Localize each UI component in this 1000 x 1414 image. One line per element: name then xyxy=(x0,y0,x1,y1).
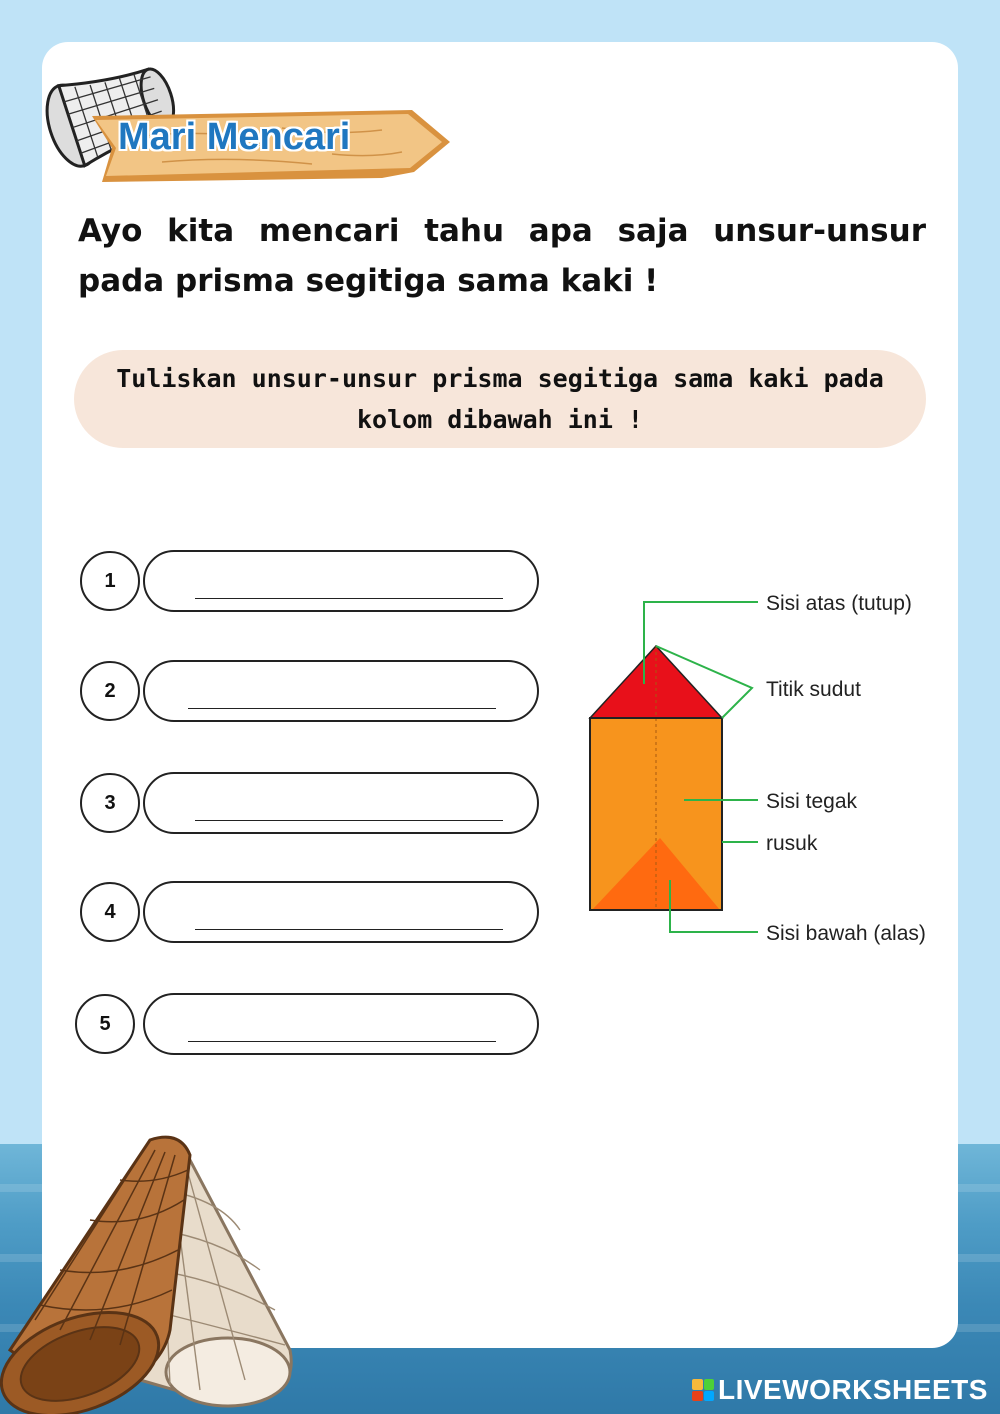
label-edge: rusuk xyxy=(766,832,818,855)
prism-diagram xyxy=(580,580,960,960)
answer-pill-3 xyxy=(143,772,539,834)
answer-pill-2 xyxy=(143,660,539,722)
answer-pill-4 xyxy=(143,881,539,943)
answer-number-4: 4 xyxy=(80,882,140,942)
answer-row-3 xyxy=(80,772,542,836)
label-vertex: Titik sudut xyxy=(766,678,861,701)
answer-underline-5 xyxy=(188,1041,496,1042)
answer-input-1[interactable] xyxy=(195,562,507,598)
answer-number-3: 3 xyxy=(80,773,140,833)
label-bottom-face: Sisi bawah (alas) xyxy=(766,922,926,945)
intro-text: Ayo kita mencari tahu apa saja unsur-unsur pada prisma segitiga sama kaki ! xyxy=(78,213,926,299)
label-top-face: Sisi atas (tutup) xyxy=(766,592,912,615)
answer-pill-5 xyxy=(143,993,539,1055)
answer-underline-4 xyxy=(195,929,503,930)
answer-row-5 xyxy=(80,993,542,1057)
instruction-line-2: kolom dibawah ini ! xyxy=(357,405,643,434)
answer-input-5[interactable] xyxy=(195,1005,507,1041)
answer-row-4 xyxy=(80,881,542,945)
page-title: Mari Mencari xyxy=(118,116,351,158)
answer-number-1: 1 xyxy=(80,551,140,611)
answer-row-1 xyxy=(80,550,542,614)
answer-number-2: 2 xyxy=(80,661,140,721)
answer-underline-3 xyxy=(195,820,503,821)
label-lateral-face: Sisi tegak xyxy=(766,790,858,813)
instruction-line-1: Tuliskan unsur-unsur prisma segitiga sama kaki pada xyxy=(116,364,884,393)
answer-input-3[interactable] xyxy=(195,784,507,820)
instruction-box xyxy=(74,350,926,448)
instruction-text xyxy=(116,358,884,440)
brand-text: LIVEWORKSHEETS xyxy=(718,1374,988,1405)
answer-input-2[interactable] xyxy=(195,672,507,708)
liveworksheets-logo-icon xyxy=(692,1379,714,1401)
answer-underline-1 xyxy=(195,598,503,599)
answer-pill-1 xyxy=(143,550,539,612)
liveworksheets-brand[interactable] xyxy=(692,1374,988,1406)
answer-row-2 xyxy=(80,660,542,724)
answer-number-5: 5 xyxy=(75,994,135,1054)
answer-input-4[interactable] xyxy=(195,893,507,929)
fish-trap-bottom-image xyxy=(0,1130,300,1414)
answer-underline-2 xyxy=(188,708,496,709)
